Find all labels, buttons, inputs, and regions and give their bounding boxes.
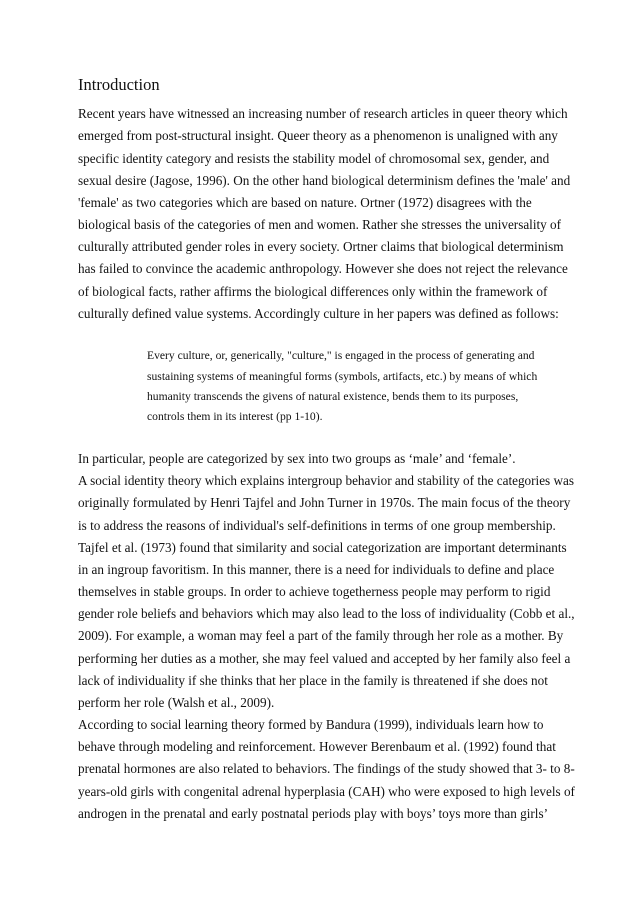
text-line: years-old girls with congenital adrenal hyperplasia (CAH) who were exposed to high levels of bbox=[78, 784, 575, 799]
text-line: androgen in the prenatal and early postnatal periods play with boys’ toys more than girls’ bbox=[78, 806, 548, 821]
text-line: behave through modeling and reinforcement. However Berenbaum et al. (1992) found that bbox=[78, 739, 556, 754]
text-line: 2009). For example, a woman may feel a part of the family through her role as a mother. By bbox=[78, 628, 564, 643]
text-line: sexual desire (Jagose, 1996). On the other hand biological determinism defines the 'male' and bbox=[78, 173, 571, 188]
text-line: gender role beliefs and behaviors which may also lead to the loss of individuality (Cobb et al., bbox=[78, 606, 575, 621]
text-line: In particular, people are categorized by sex into two groups as ‘male’ and ‘female’. bbox=[78, 451, 516, 466]
text-line: specific identity category and resists the stability model of chromosomal sex, gender, and bbox=[78, 151, 550, 166]
text-line: Tajfel et al. (1973) found that similarity and social categorization are important determinants bbox=[78, 540, 567, 555]
text-line: culturally attributed gender roles in every society. Ortner claims that biological determinism bbox=[78, 239, 564, 254]
text-line: originally formulated by Henri Tajfel and John Turner in 1970s. The main focus of the theory bbox=[78, 495, 571, 510]
text-line: According to social learning theory formed by Bandura (1999), individuals learn how to bbox=[78, 717, 544, 732]
text-line: perform her role (Walsh et al., 2009). bbox=[78, 695, 275, 710]
text-line: is to address the reasons of individual's self-definitions in terms of one group membership. bbox=[78, 518, 556, 533]
text-line: performing her duties as a mother, she may feel valued and accepted by her family also feel a bbox=[78, 651, 571, 666]
quote-line: sustaining systems of meaningful forms (symbols, artifacts, etc.) by means of which bbox=[147, 370, 538, 383]
text-line: prenatal hormones are also related to behaviors. The findings of the study showed that 3- to 8- bbox=[78, 761, 575, 776]
text-line: Recent years have witnessed an increasing number of research articles in queer theory which bbox=[78, 106, 568, 121]
text-line: themselves in stable groups. In order to achieve togetherness people may perform to rigid bbox=[78, 584, 551, 599]
section-heading: Introduction bbox=[78, 75, 160, 94]
text-line: has failed to convince the academic anthropology. However she does not reject the relevance bbox=[78, 261, 568, 276]
text-line: biological basis of the categories of men and women. Rather she stresses the universality of bbox=[78, 217, 562, 232]
quote-line: Every culture, or, generically, "culture," is engaged in the process of generating and bbox=[147, 349, 535, 362]
text-line: culturally defined value systems. Accordingly culture in her papers was defined as follows: bbox=[78, 306, 559, 321]
text-line: 'female' as two categories which are based on nature. Ortner (1972) disagrees with the bbox=[78, 195, 532, 210]
text-line: in an ingroup favoritism. In this manner, there is a need for individuals to define and place bbox=[78, 562, 555, 577]
text-line: emerged from post-structural insight. Queer theory as a phenomenon is unaligned with any bbox=[78, 128, 558, 143]
quote-line: controls them in its interest (pp 1-10). bbox=[147, 410, 323, 423]
text-line: A social identity theory which explains intergroup behavior and stability of the categories was bbox=[78, 473, 574, 488]
text-line: of biological facts, rather affirms the biological differences only within the framework of bbox=[78, 284, 548, 299]
text-line: lack of individuality if she thinks that her place in the family is threatened if she does not bbox=[78, 673, 548, 688]
quote-line: humanity transcends the givens of natural existence, bends them to its purposes, bbox=[147, 390, 519, 403]
